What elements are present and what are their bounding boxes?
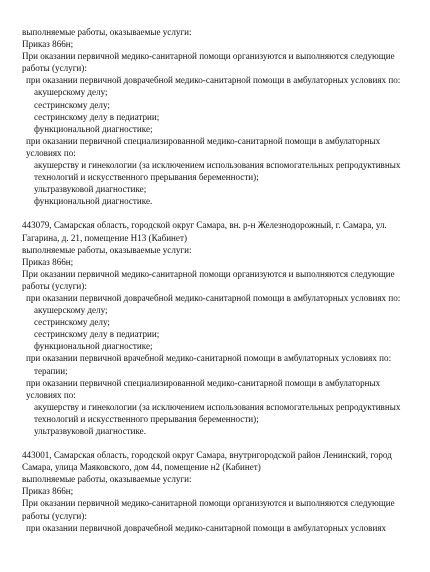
- text-line: При оказании первичной медико-санитарной помощи организуются и выполняются следующие работы (услуги):: [22, 498, 397, 521]
- list-item: акушерскому делу;: [34, 305, 108, 316]
- address-line: 443079, Самарская область, городской округ Самара, вн. р-н Железнодорожный, г. Самара, ул. Гагарина, д. 21, помещение Н13 (Кабинет): [22, 220, 390, 243]
- list-item: функциональной диагностике.: [34, 196, 153, 207]
- license-block: [22, 449, 414, 534]
- text-line: При оказании первичной медико-санитарной помощи организуются и выполняются следующие работы (услуги):: [22, 268, 397, 291]
- text-line: при оказании первичной специализированной медико-санитарной помощи в амбулаторных условиях по:: [26, 135, 383, 158]
- text-line: Приказ 866н;: [22, 39, 74, 50]
- text-line: при оказании первичной доврачебной медико-санитарной помощи в амбулаторных условиях: [26, 522, 387, 533]
- list-item: ультразвуковой диагностике.: [34, 426, 146, 436]
- text-line: выполняемые работы, оказываемые услуги:: [22, 474, 192, 485]
- text-line: При оказании первичной медико-санитарной помощи организуются и выполняются следующие работы (услуги):: [22, 51, 397, 74]
- text-line: при оказании первичной врачебной медико-санитарной помощи в амбулаторных условиях по:: [26, 353, 392, 364]
- list-item: сестринскому делу;: [34, 99, 110, 110]
- address-line: 443001, Самарская область, городской округ Самара, внутригородской район Ленинский, город Самара, улица Маяковского, дом 44, помещение н2 (Кабинет): [22, 450, 395, 473]
- text-line: при оказании первичной доврачебной медико-санитарной помощи в амбулаторных условиях по:: [26, 292, 401, 303]
- list-item: акушерству и гинекологии (за исключением использования вспомогательных репродуктивных технологий и искусственного прерывания беременности);: [34, 160, 403, 183]
- text-line: при оказании первичной доврачебной медико-санитарной помощи в амбулаторных условиях по:: [26, 75, 401, 86]
- paragraph-gap: [22, 437, 414, 449]
- document-page: [22, 26, 414, 534]
- list-item: терапии;: [34, 365, 68, 376]
- text-line: при оказании первичной специализированной медико-санитарной помощи в амбулаторных условиях по:: [26, 377, 383, 400]
- list-item: ультразвуковой диагностике;: [34, 184, 147, 195]
- list-item: сестринскому делу;: [34, 317, 110, 328]
- text-line: Приказ 866н;: [22, 256, 74, 267]
- list-item: акушерству и гинекологии (за исключением использования вспомогательных репродуктивных технологий и искусственного прерывания беременности);: [34, 401, 403, 424]
- text-line: Приказ 866н;: [22, 486, 74, 497]
- text-line: выполняемые работы, оказываемые услуги:: [22, 27, 192, 37]
- list-item: сестринскому делу в педиатрии;: [34, 111, 160, 122]
- list-item: функциональной диагностике;: [34, 341, 153, 352]
- list-item: функциональной диагностике;: [34, 123, 153, 134]
- list-item: сестринскому делу в педиатрии;: [34, 329, 160, 340]
- text-line: выполняемые работы, оказываемые услуги:: [22, 244, 192, 255]
- license-block: [22, 26, 414, 207]
- license-block: [22, 219, 414, 437]
- list-item: акушерскому делу;: [34, 87, 108, 98]
- paragraph-gap: [22, 207, 414, 219]
